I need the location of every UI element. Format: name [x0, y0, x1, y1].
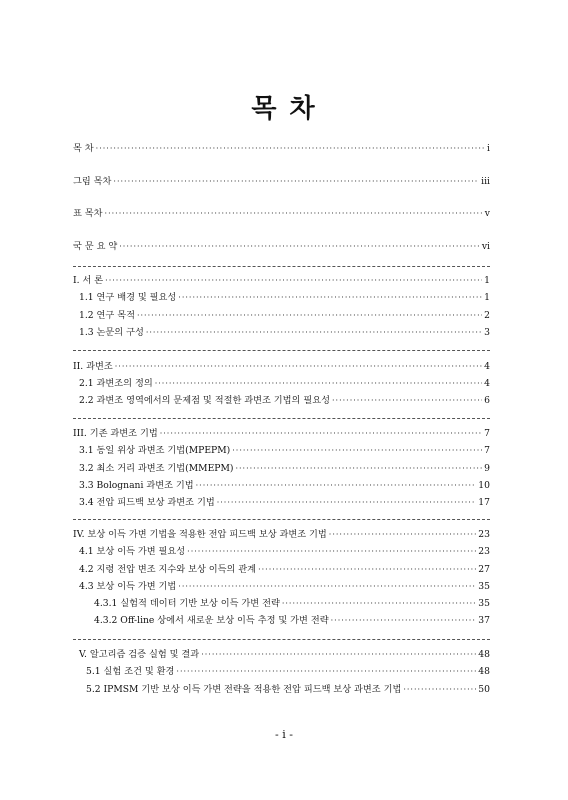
toc-entry[interactable] [79, 395, 490, 407]
toc-label: 3.4 전압 피드백 보상 과변조 기법 [79, 497, 215, 508]
toc-page: i [487, 143, 490, 154]
toc-label: 국 문 요 약 [73, 241, 118, 252]
toc-page: 9 [484, 463, 490, 474]
toc-entry[interactable] [79, 327, 490, 339]
toc-label: II. 과변조 [73, 361, 113, 372]
leader-dots [155, 378, 482, 390]
toc-entry[interactable] [79, 463, 490, 475]
toc-entry[interactable] [79, 564, 490, 576]
toc-page: 1 [484, 275, 490, 286]
toc-entry[interactable] [73, 143, 490, 155]
toc-page: 35 [478, 581, 490, 592]
leader-dots [119, 241, 480, 253]
toc-page: iii [481, 176, 490, 187]
toc-label: 4.2 지령 전압 변조 지수와 보상 이득의 관계 [79, 564, 257, 575]
toc-entry[interactable] [86, 684, 490, 696]
toc-entry[interactable] [79, 378, 490, 390]
toc-label: 2.2 과변조 영역에서의 문제점 및 적절한 과변조 기법의 필요성 [79, 395, 330, 406]
leader-dots [105, 208, 483, 220]
toc-page: 48 [478, 649, 490, 660]
leader-dots [232, 445, 482, 457]
section-divider [73, 418, 490, 419]
leader-dots [282, 598, 476, 610]
toc-label: 1.3 논문의 구성 [79, 327, 144, 338]
leader-dots [331, 615, 477, 627]
toc-entry[interactable] [73, 529, 490, 541]
toc-entry[interactable] [73, 176, 490, 188]
toc-label: 3.1 동일 위상 과변조 기법(MPEPM) [79, 445, 231, 456]
toc-entry[interactable] [79, 497, 490, 509]
toc-page: 6 [484, 395, 490, 406]
toc-entry[interactable] [94, 598, 490, 610]
toc-entry[interactable] [79, 310, 490, 322]
toc-label: 4.3.1 실험적 데이터 기반 보상 이득 가변 전략 [94, 598, 280, 609]
toc-page: 7 [484, 428, 490, 439]
toc-page: 27 [478, 564, 490, 575]
leader-dots [329, 529, 477, 541]
leader-dots [105, 275, 482, 287]
leader-dots [201, 649, 476, 661]
toc-page: 23 [478, 529, 490, 540]
toc-page: 23 [478, 546, 490, 557]
toc-entry[interactable] [73, 361, 490, 373]
page-title: 목 차 [251, 94, 317, 124]
toc-entry[interactable] [73, 428, 490, 440]
toc-label: 1.1 연구 배경 및 필요성 [79, 292, 177, 303]
section-divider [73, 639, 490, 640]
toc-page: 48 [478, 666, 490, 677]
toc-page: 4 [484, 378, 490, 389]
section-divider [73, 350, 490, 351]
section-divider [73, 266, 490, 267]
leader-dots [217, 497, 477, 509]
leader-dots [178, 581, 476, 593]
toc-label: 4.3.2 Off-line 상에서 새로운 보상 이득 추정 및 가변 전략 [94, 615, 329, 626]
leader-dots [235, 463, 482, 475]
toc-entry[interactable] [73, 275, 490, 287]
leader-dots [258, 564, 476, 576]
toc-page: 1 [484, 292, 490, 303]
toc-page: 50 [478, 684, 490, 695]
toc-entry[interactable] [79, 445, 490, 457]
leader-dots [332, 395, 482, 407]
leader-dots [176, 666, 476, 678]
toc-label: 그림 목차 [73, 176, 112, 187]
leader-dots [178, 292, 482, 304]
toc-label: 표 목차 [73, 208, 103, 219]
toc-entry[interactable] [94, 615, 490, 627]
toc-label: 4.1 보상 이득 가변 필요성 [79, 546, 186, 557]
leader-dots [96, 143, 485, 155]
toc-page: 37 [478, 615, 490, 626]
toc-page: 7 [484, 445, 490, 456]
toc-entry[interactable] [73, 241, 490, 253]
section-divider [73, 519, 490, 520]
leader-dots [196, 480, 477, 492]
leader-dots [137, 310, 482, 322]
toc-label: V. 알고리즘 검증 실험 및 결과 [79, 649, 200, 660]
toc-label: I. 서 론 [73, 275, 104, 286]
toc-label: 5.1 실험 조건 및 환경 [86, 666, 175, 677]
toc-page: vi [481, 241, 490, 252]
toc-page: v [484, 208, 490, 219]
toc-label: 1.2 연구 목적 [79, 310, 135, 321]
toc-entry[interactable] [86, 666, 490, 678]
toc-label: 3.2 최소 거리 과변조 기법(MMEPM) [79, 463, 234, 474]
toc-label: 3.3 Bolognani 과변조 기법 [79, 480, 194, 491]
toc-entry[interactable] [79, 480, 490, 492]
toc-page: 17 [478, 497, 490, 508]
leader-dots [187, 546, 476, 558]
leader-dots [113, 176, 479, 188]
toc-label: 2.1 과변조의 정의 [79, 378, 153, 389]
toc-page: 4 [484, 361, 490, 372]
toc-page: 35 [478, 598, 490, 609]
toc-entry[interactable] [79, 292, 490, 304]
toc-label: 5.2 IPMSM 기반 보상 이득 가변 전략을 적용한 전압 피드백 보상 과변조 기법 [86, 684, 402, 695]
leader-dots [160, 428, 482, 440]
leader-dots [146, 327, 482, 339]
leader-dots [403, 684, 476, 696]
toc-entry[interactable] [79, 546, 490, 558]
toc-entry[interactable] [73, 208, 490, 220]
toc-page: 2 [484, 310, 490, 321]
page-number: - i - [275, 728, 293, 741]
toc-label: 4.3 보상 이득 가변 기법 [79, 581, 177, 592]
toc-page: 3 [484, 327, 490, 338]
toc-label: IV. 보상 이득 가변 기법을 적용한 전압 피드백 보상 과변조 기법 [73, 529, 327, 540]
toc-label: III. 기존 과변조 기법 [73, 428, 158, 439]
leader-dots [115, 361, 482, 373]
toc-entry[interactable] [79, 581, 490, 593]
toc-page: 10 [478, 480, 490, 491]
toc-entry[interactable] [79, 649, 490, 661]
toc-label: 목 차 [73, 143, 94, 154]
